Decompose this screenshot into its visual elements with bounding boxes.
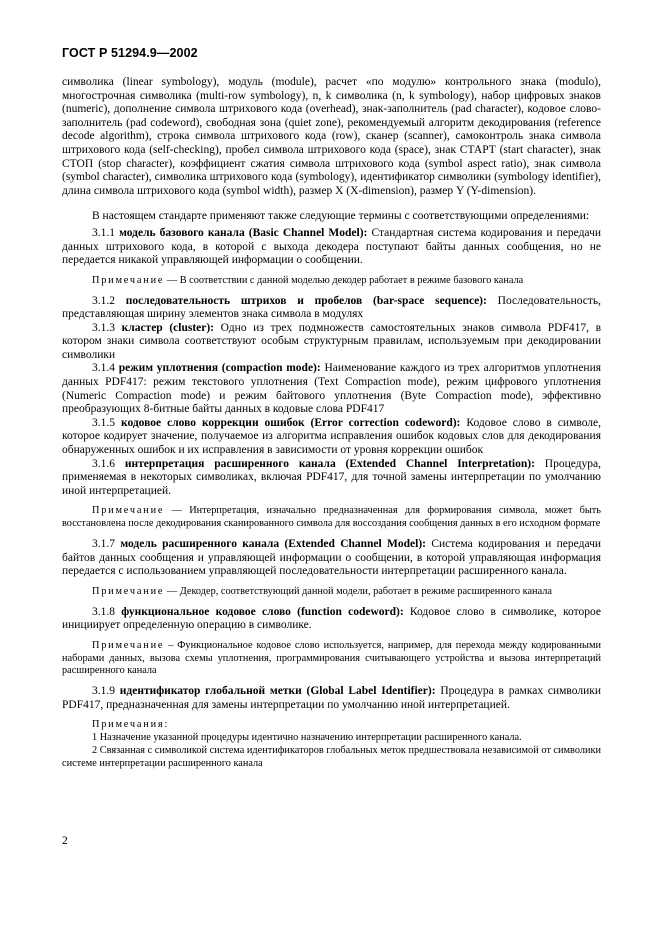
term-definition: Кодовое слово в символике, которое инициирует определенную операцию в символике. (62, 605, 602, 632)
note-3-1-6 (62, 505, 601, 531)
note-text: В соответствии с данной моделью декодер работает в режиме базового канала (179, 274, 524, 286)
intro-paragraph: символика (linear symbology), модуль (module), расчет «по модулю» контрольного знака (modulo), многострочная символика (multi-row symbology), n, k символика (n, k symbology), набор цифровых знаков (numeric), дополнение символа штрихового кода (overhead), знак-заполнитель (pad character), кодовое слово-заполнитель (pad codeword), свободная зона (quiet zone), рекомендуемый алгоритм декодирования (reference decode algorithm), строка символа штрихового кода (row), сканер (scanner), самоконтроль знака символа штрихового кода (self-checking), пробел символа штрихового кода (space), знак СТАРТ (start character), знак СТОП (stop character), коэффициент сжатия символа штрихового кода (symbol aspect ratio), знак символа (symbol character), символика штрихового кода (symbology), идентификатор символики (symbology identifier), длина символа штрихового кода (symbol width), размер X (X-dimension), размер Y (Y-dimension). (62, 76, 601, 197)
note-label: Примечание (92, 585, 165, 597)
term-definition: Процедура, применяемая в некоторых символиках, включая PDF417, для точной замены интерпретации по умолчанию иной интерпретацией. (62, 457, 602, 497)
term-number: 3.1.8 (92, 605, 115, 618)
page-content (62, 76, 601, 771)
standard-header: ГОСТ Р 51294.9—2002 (62, 46, 198, 60)
note-separator: — (171, 505, 182, 517)
note-separator: — (166, 274, 178, 286)
note-text: Интерпретация, изначально предназначенная для формирования символа, может быть восстановлена после декодирования сканированного символа для воссоздания сообщения данных в его исходном формате (62, 505, 601, 530)
term-3-1-5 (62, 417, 601, 458)
notes-3-1-9-item-1: 1 Назначение указанной процедуры идентично назначению интерпретации расширенного канала. (92, 732, 522, 744)
term-number: 3.1.1 (92, 226, 115, 239)
note-separator: – (168, 639, 174, 651)
notes-3-1-9-label: Примечания: (92, 719, 168, 731)
term-name: идентификатор глобальной метки (Global Label Identifier): (119, 685, 436, 698)
note-separator: — (166, 585, 178, 597)
term-definition: Наименование каждого из трех алгоритмов уплотнения данных PDF417: режим текстового уплотнения (Text Compaction mode), режим цифрового уплотнения (Numeric Compaction mode) и режим байтового уплотнения (Byte Compaction mode), эффективно преобразующих 8-битные байты данных в кодовые слова PDF417 (62, 362, 602, 416)
term-name: модель базового канала (Basic Channel Model): (119, 226, 368, 239)
note-text: Декодер, соответствующий данной модели, работает в режиме расширенного канала (179, 585, 552, 597)
term-3-1-3 (62, 322, 601, 363)
term-number: 3.1.2 (92, 294, 115, 307)
term-number: 3.1.4 (92, 362, 115, 375)
term-name: функциональное кодовое слово (function codeword): (121, 605, 404, 618)
note-text: Функциональное кодовое слово используется, например, для перехода между кодированными наборами данных, вызова схемы уплотнения, программирования считывающего устройства и вызова интерпретаций расширенного канала (62, 639, 601, 677)
term-definition: Процедура в рамках символики PDF417, предназначенная для замены интерпретации по умолчанию иной интерпретацией. (62, 685, 601, 711)
term-name: интерпретация расширенного канала (Extended Channel Interpretation): (124, 457, 535, 470)
term-definition: Система кодирования и передачи байтов данных сообщения и управляющей информации о сообщении, в которой управляющая информация передается с использованием управляющей последовательности интерпретации расширенного канала. (62, 538, 602, 578)
term-3-1-2 (62, 295, 601, 322)
term-definition: Стандартная система кодирования и передачи данных штрихового кода, в которой с выхода декодера поступают байты данных сообщения, но не передается никакой управляющей информации о сообщении. (62, 226, 602, 267)
term-name: режим уплотнения (compaction mode): (118, 362, 321, 375)
note-label: Примечание (92, 274, 165, 286)
note-3-1-1 (62, 275, 601, 288)
note-3-1-7 (62, 586, 601, 599)
term-name: модель расширенного канала (Extended Channel Model): (120, 538, 426, 551)
notes-label: Примечания (92, 719, 165, 731)
term-3-1-6 (62, 458, 601, 499)
term-number: 3.1.5 (92, 416, 115, 429)
term-name: последовательность штрихов и пробелов (bar-space sequence): (125, 294, 487, 307)
term-number: 3.1.9 (92, 685, 115, 698)
term-number: 3.1.6 (92, 457, 115, 470)
term-3-1-7 (62, 538, 601, 579)
note-label: Примечание (92, 639, 165, 651)
page-number: 2 (62, 835, 68, 847)
term-3-1-1 (62, 227, 601, 268)
term-name: кластер (cluster): (121, 321, 215, 334)
term-3-1-9 (62, 685, 601, 712)
term-definition: Последовательность, представляющая ширину элементов знака символа в модулях (62, 294, 602, 321)
term-3-1-4 (62, 362, 601, 416)
term-definition: Одно из трех подмножеств самостоятельных знаков символа PDF417, в котором знаки символа соответствуют особым структурным правилам, используемым при декодировании символики (62, 321, 602, 361)
note-3-1-8 (62, 640, 601, 678)
term-name: кодовое слово коррекции ошибок (Error correction codeword): (120, 416, 461, 429)
term-number: 3.1.7 (92, 538, 115, 551)
note-label: Примечание (92, 505, 165, 517)
lead-paragraph: В настоящем стандарте применяют также следующие термины с соответствующими определениями: (92, 210, 590, 223)
term-3-1-8 (62, 606, 601, 633)
term-number: 3.1.3 (92, 321, 115, 334)
term-definition: Кодовое слово в символе, которое кодирует значение, получаемое из алгоритма исправления ошибок кодовых слов для декодирования обнаруженных ошибок и их исправления в зависимости от уровня коррекции ошибок (62, 416, 602, 457)
notes-3-1-9-item-2: 2 Связанная с символикой система идентификаторов глобальных меток предшествовала независимой от символики системе интерпретации расширенного канала (62, 744, 601, 769)
